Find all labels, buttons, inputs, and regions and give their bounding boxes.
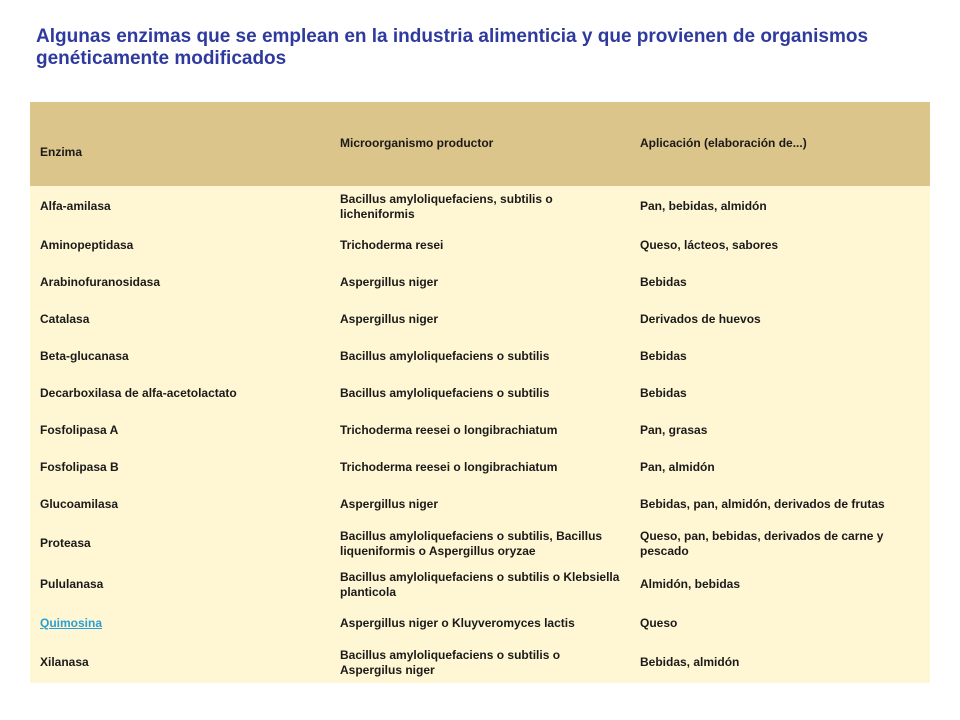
cell-enzyme: Beta-glucanasa — [30, 338, 330, 375]
cell-producer: Trichoderma resei — [330, 227, 630, 264]
cell-enzyme: Fosfolipasa A — [30, 412, 330, 449]
cell-enzyme: Decarboxilasa de alfa-acetolactato — [30, 375, 330, 412]
enzyme-table — [30, 102, 930, 683]
cell-application: Almidón, bebidas — [630, 564, 930, 605]
table-row — [30, 605, 930, 642]
table-row — [30, 486, 930, 523]
cell-application: Pan, grasas — [630, 412, 930, 449]
cell-application: Bebidas — [630, 264, 930, 301]
cell-application: Pan, almidón — [630, 449, 930, 486]
cell-enzyme: Aminopeptidasa — [30, 227, 330, 264]
cell-producer: Aspergillus niger — [330, 486, 630, 523]
cell-producer: Bacillus amyloliquefaciens o subtilis o Aspergilus niger — [330, 642, 630, 683]
cell-application: Queso, pan, bebidas, derivados de carne y pescado — [630, 523, 930, 564]
cell-producer: Trichoderma reesei o longibrachiatum — [330, 412, 630, 449]
cell-producer: Bacillus amyloliquefaciens o subtilis, Bacillus liqueniformis o Aspergillus oryzae — [330, 523, 630, 564]
cell-producer: Bacillus amyloliquefaciens o subtilis — [330, 338, 630, 375]
cell-application: Queso, lácteos, sabores — [630, 227, 930, 264]
page-title: Algunas enzimas que se emplean en la industria alimenticia y que provienen de organismos genéticamente modificados — [36, 26, 869, 69]
header-application: Aplicación (elaboración de...) — [630, 102, 930, 186]
cell-enzyme — [30, 605, 330, 642]
table-row — [30, 449, 930, 486]
cell-producer: Bacillus amyloliquefaciens o subtilis o Klebsiella planticola — [330, 564, 630, 605]
cell-producer: Trichoderma reesei o longibrachiatum — [330, 449, 630, 486]
cell-enzyme: Glucoamilasa — [30, 486, 330, 523]
table-row — [30, 264, 930, 301]
cell-enzyme: Arabinofuranosidasa — [30, 264, 330, 301]
cell-enzyme: Catalasa — [30, 301, 330, 338]
cell-enzyme: Pululanasa — [30, 564, 330, 605]
cell-producer: Aspergillus niger — [330, 264, 630, 301]
cell-enzyme: Xilanasa — [30, 642, 330, 683]
table-row — [30, 227, 930, 264]
cell-producer: Aspergillus niger — [330, 301, 630, 338]
table-row — [30, 301, 930, 338]
cell-application: Pan, bebidas, almidón — [630, 186, 930, 227]
header-producer: Microorganismo productor — [330, 102, 630, 186]
table-row — [30, 523, 930, 564]
table-row — [30, 412, 930, 449]
cell-enzyme: Proteasa — [30, 523, 330, 564]
header-enzyme: Enzima — [30, 102, 330, 186]
cell-application: Bebidas, pan, almidón, derivados de frutas — [630, 486, 930, 523]
table-row — [30, 375, 930, 412]
table-row — [30, 186, 930, 227]
cell-application: Bebidas, almidón — [630, 642, 930, 683]
cell-producer: Bacillus amyloliquefaciens, subtilis o licheniformis — [330, 186, 630, 227]
table-header-row — [30, 102, 930, 186]
cell-enzyme: Alfa-amilasa — [30, 186, 330, 227]
cell-application: Bebidas — [630, 338, 930, 375]
cell-application: Queso — [630, 605, 930, 642]
cell-application: Derivados de huevos — [630, 301, 930, 338]
cell-application: Bebidas — [630, 375, 930, 412]
table-row — [30, 564, 930, 605]
table-row — [30, 338, 930, 375]
cell-enzyme: Fosfolipasa B — [30, 449, 330, 486]
table-row — [30, 642, 930, 683]
cell-producer: Aspergillus niger o Kluyveromyces lactis — [330, 605, 630, 642]
cell-producer: Bacillus amyloliquefaciens o subtilis — [330, 375, 630, 412]
quimosina-link[interactable]: Quimosina — [40, 616, 103, 630]
